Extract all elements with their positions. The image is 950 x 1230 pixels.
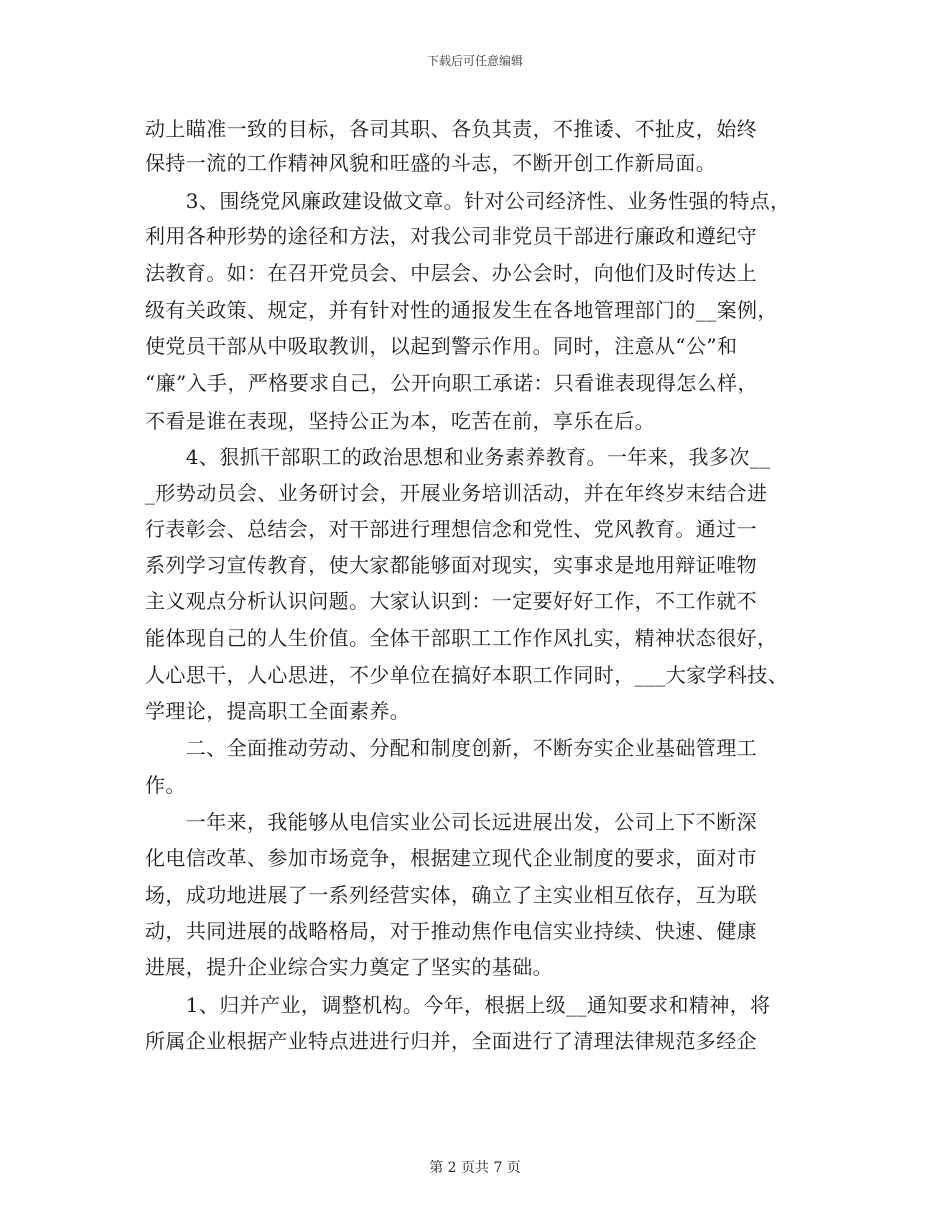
- body-line: 级有关政策、规定，并有针对性的通报发生在各地管理部门的__案例，: [145, 298, 778, 322]
- body-line: 动，共同进展的战略格局，对于推动焦作电信实业持续、快速、健康: [145, 919, 757, 943]
- body-line: 化电信改革、参加市场竞争，根据建立现代企业制度的要求，面对市: [145, 846, 757, 870]
- body-line: 不看是谁在表现，坚持公正为本，吃苦在前，享乐在后。: [145, 409, 655, 433]
- body-line: 所属企业根据产业特点进进行归并，全面进行了清理法律规范多经企: [145, 1029, 757, 1053]
- body-line: _形势动员会、业务研讨会，开展业务培训活动，并在年终岁末结合进: [145, 481, 768, 505]
- body-line: 一年来，我能够从电信实业公司长远进展出发，公司上下不断深: [145, 810, 757, 834]
- body-line: “廉”入手，严格要求自己，公开向职工承诺：只看谁表现得怎么样，: [145, 371, 758, 395]
- body-line: 保持一流的工作精神风貌和旺盛的斗志，不断开创工作新局面。: [145, 151, 717, 175]
- body-line: 系列学习宣传教育，使大家都能够面对现实，实事求是地用辩证唯物: [145, 553, 757, 577]
- body-line: 行表彰会、总结会，对干部进行理想信念和党性、党风教育。通过一: [145, 517, 757, 541]
- body-line: 主义观点分析认识问题。大家认识到：一定要好好工作，不工作就不: [145, 589, 757, 613]
- page-header: 下载后可任意编辑: [426, 54, 523, 68]
- body-line: 作。: [145, 773, 186, 797]
- body-line: 人心思干，人心思进，不少单位在搞好本职工作同时，___大家学科技、: [145, 663, 789, 687]
- body-line: 利用各种形势的途径和方法，对我公司非党员干部进行廉政和遵纪守: [145, 224, 757, 248]
- body-line: 3、围绕党风廉政建设做文章。针对公司经济性、业务性强的特点，: [145, 189, 791, 213]
- body-line: 使党员干部从中吸取教训，以起到警示作用。同时，注意从“公”和: [145, 334, 738, 358]
- body-line: 4、狠抓干部职工的政治思想和业务素养教育。一年来，我多次__: [145, 445, 771, 469]
- body-line: 二、全面推动劳动、分配和制度创新，不断夯实企业基础管理工: [145, 736, 757, 760]
- body-line: 场，成功地进展了一系列经营实体，确立了主实业相互依存，互为联: [145, 883, 757, 907]
- body-line: 法教育。如：在召开党员会、中层会、办公会时，向他们及时传达上: [145, 261, 757, 285]
- body-line: 学理论，提高职工全面素养。: [145, 699, 411, 723]
- body-line: 动上瞄准一致的目标，各司其职、各负其责，不推诿、不扯皮，始终: [145, 117, 757, 141]
- body-line: 1、归并产业，调整机构。今年，根据上级__通知要求和精神，将: [145, 993, 771, 1017]
- body-line: 能体现自己的人生价值。全体干部职工工作作风扎实，精神状态很好，: [145, 626, 778, 650]
- body-line: 进展，提升企业综合实力奠定了坚实的基础。: [145, 955, 553, 979]
- page-footer: 第 2 页共 7 页: [429, 1160, 521, 1176]
